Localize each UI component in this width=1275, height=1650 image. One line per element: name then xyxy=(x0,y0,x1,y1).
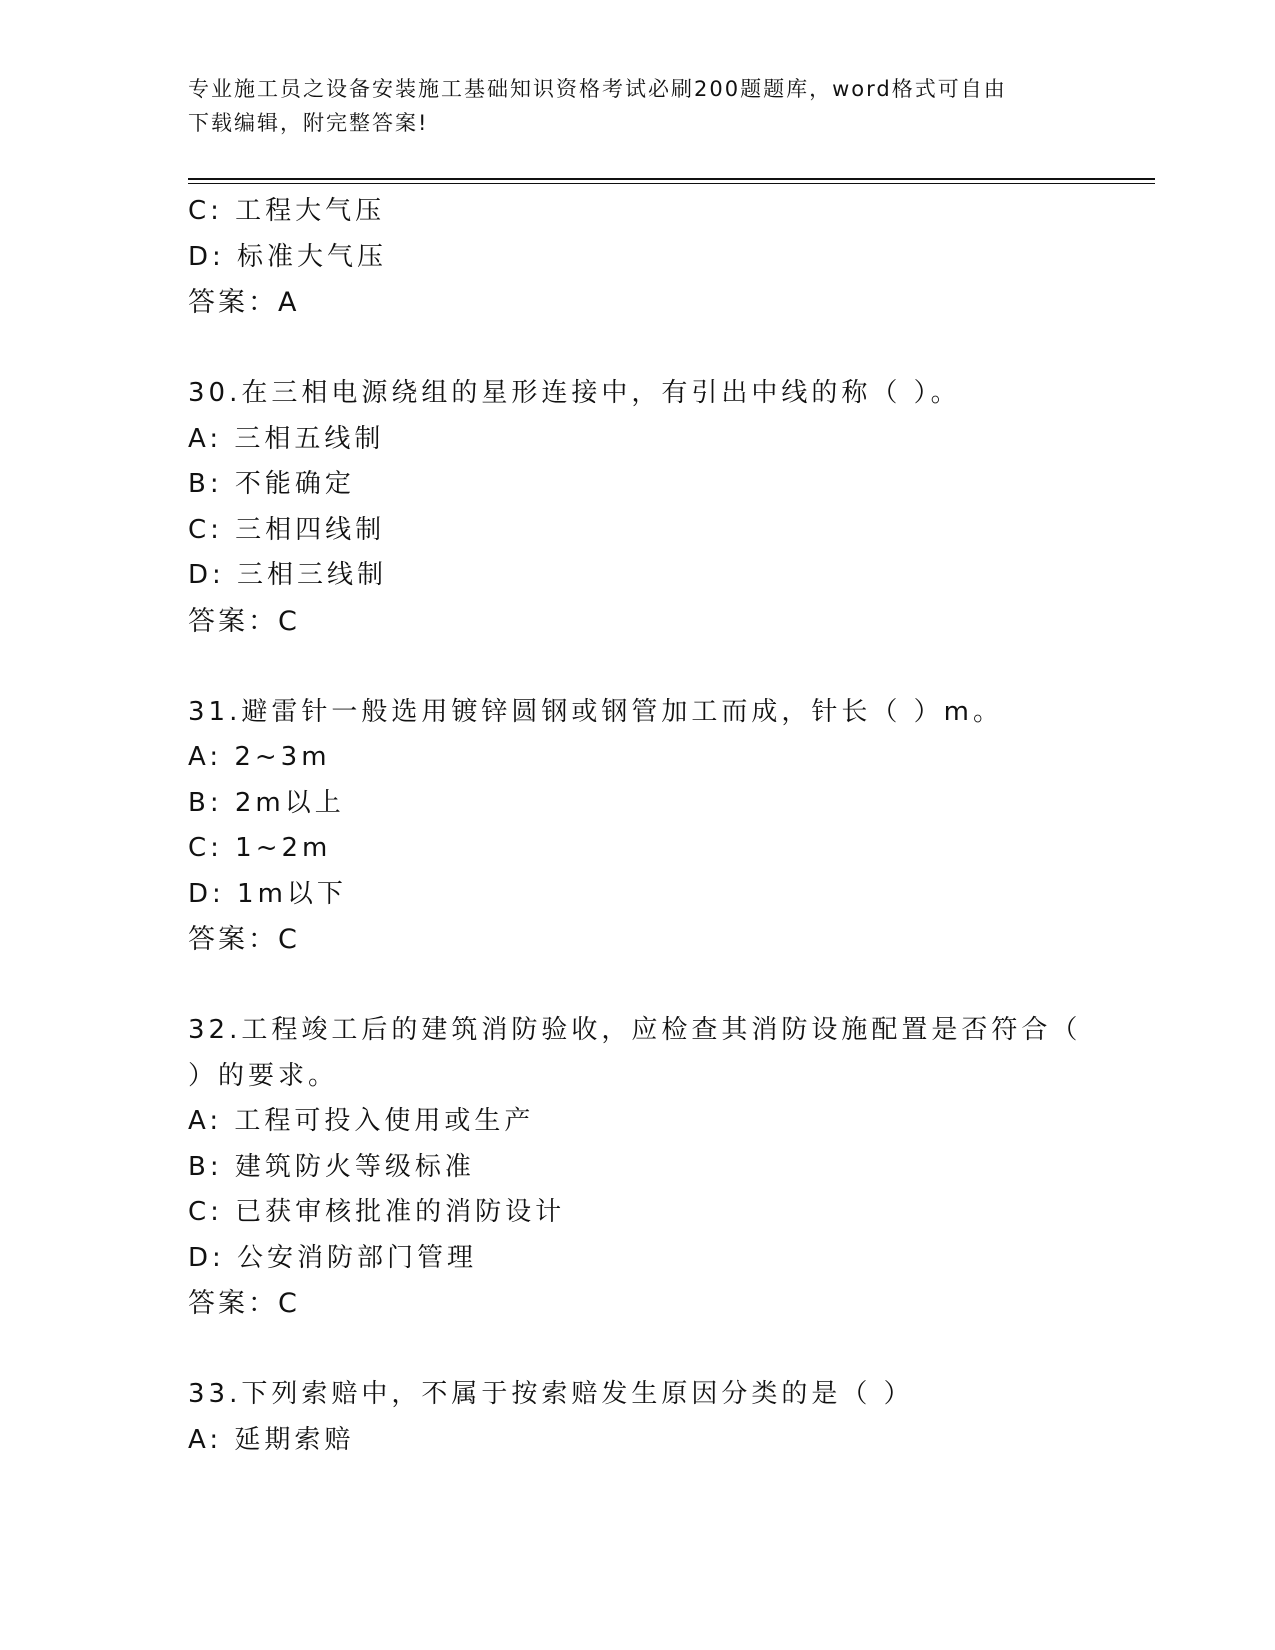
q30-option-b: B: 不能确定 xyxy=(188,469,355,499)
q32-stem-line-1: 32.工程竣工后的建筑消防验收，应检查其消防设施配置是否符合（ xyxy=(188,1015,1082,1045)
q30-answer: 答案：C xyxy=(188,605,300,637)
q32-option-d: D: 公安消防部门管理 xyxy=(188,1242,478,1273)
document-header xyxy=(188,72,1088,140)
q29-answer: 答案：A xyxy=(188,287,300,318)
q32-option-a: A: 工程可投入使用或生产 xyxy=(188,1106,535,1136)
q33-stem: 33.下列索赔中，不属于按索赔发生原因分类的是（ ） xyxy=(188,1379,914,1409)
question-content xyxy=(188,189,1088,1463)
header-line-1: 专业施工员之设备安装施工基础知识资格考试必刷200题题库，word格式可自由 xyxy=(188,77,1007,101)
spacer xyxy=(188,644,1088,690)
q31-stem: 31.避雷针一般选用镀锌圆钢或钢管加工而成，针长（ ）m。 xyxy=(188,696,1003,727)
header-divider-thin xyxy=(188,183,1155,184)
q32-option-b: B: 建筑防火等级标准 xyxy=(188,1151,475,1182)
spacer xyxy=(188,326,1088,372)
q31-option-b: B: 2m以上 xyxy=(188,787,345,818)
q29-option-d: D: 标准大气压 xyxy=(188,241,388,272)
header-line-2: 下载编辑，附完整答案! xyxy=(188,111,429,135)
q32-option-c: C: 已获审核批准的消防设计 xyxy=(188,1197,566,1227)
q30-option-c: C: 三相四线制 xyxy=(188,514,386,545)
header-divider-thick xyxy=(188,178,1155,180)
q32-answer: 答案：C xyxy=(188,1288,300,1319)
spacer xyxy=(188,1327,1088,1373)
q31-option-c: C: 1~2m xyxy=(188,833,332,863)
q31-option-d: D: 1m以下 xyxy=(188,878,347,909)
q31-option-a: A: 2~3m xyxy=(188,742,331,772)
q30-option-d: D: 三相三线制 xyxy=(188,560,388,590)
spacer xyxy=(188,963,1088,1009)
q29-option-c: C: 工程大气压 xyxy=(188,196,386,226)
q30-option-a: A: 三相五线制 xyxy=(188,423,385,454)
q30-stem: 30.在三相电源绕组的星形连接中，有引出中线的称（ ）。 xyxy=(188,378,961,408)
q33-option-a: A: 延期索赔 xyxy=(188,1424,355,1455)
q31-answer: 答案：C xyxy=(188,924,300,955)
q32-stem-line-2: ）的要求。 xyxy=(188,1060,339,1091)
